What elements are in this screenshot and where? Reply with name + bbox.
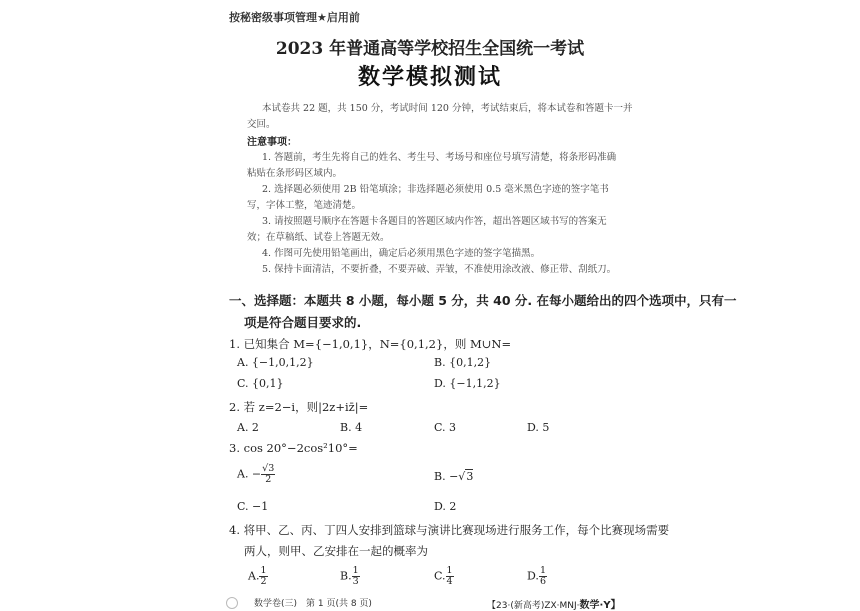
secret-level-label: 按秘密级事项管理★启用前: [229, 11, 360, 24]
fraction: [261, 464, 275, 485]
fraction: [446, 566, 454, 587]
option-label: B.: [340, 569, 352, 583]
fraction-denominator: 2: [260, 576, 267, 587]
footer-brand: 数学·Y】: [579, 600, 621, 611]
sqrt-radicand: 3: [466, 470, 474, 483]
question-2-option-c: C. 3: [434, 421, 457, 434]
question-4-stem-line-1: 4. 将甲、乙、丙、丁四人安排到篮球与演讲比赛现场进行服务工作，每个比赛现场需要: [229, 523, 670, 537]
paper-title: 数学模拟测试: [357, 64, 502, 90]
question-1-option-b: B. {0,1,2}: [434, 356, 492, 369]
notes-heading: 注意事项：: [247, 137, 297, 148]
footer-code-text: 【23·(新高考)ZX·MNJ·: [487, 601, 580, 611]
note-line: 2. 选择题必须使用 2B 铅笔填涂；非选择题必须使用 0.5 毫米黑色字迹的签字笔书: [262, 184, 609, 195]
section-heading-line-1: 一、选择题：本题共 8 小题，每小题 5 分，共 40 分. 在每小题给出的四个选项中，只有一: [229, 293, 737, 308]
note-line: 1. 答题前，考生先将自己的姓名、考生号、考场号和座位号填写清楚，将条形码准确: [262, 152, 617, 163]
question-4-option-a: [248, 566, 268, 587]
note-line: 粘贴在条形码区域内。: [247, 168, 343, 179]
fraction-numerator: 1: [260, 565, 267, 576]
question-4-option-d: [527, 566, 547, 587]
question-1-option-d: D. {−1,1,2}: [434, 377, 501, 390]
fraction-numerator: √3: [262, 463, 275, 474]
note-line: 3. 请按照题号顺序在答题卡各题目的答题区域内作答，超出答题区域书写的答案无: [262, 216, 607, 227]
option-label: A. −: [237, 467, 262, 481]
option-label: C.: [434, 569, 446, 583]
option-label: B. −: [434, 470, 459, 483]
fraction-denominator: 3: [352, 576, 359, 587]
fraction-numerator: 1: [446, 565, 453, 576]
option-label: A.: [248, 569, 260, 583]
note-line: 写，字体工整，笔迹清楚。: [247, 200, 362, 211]
fraction-denominator: 6: [539, 576, 546, 587]
exam-title: 2023 年普通高等学校招生全国统一考试: [275, 39, 585, 59]
question-1-option-c: C. {0,1}: [237, 377, 284, 390]
sqrt-symbol: √: [458, 470, 466, 483]
note-line: 4. 作图可先使用铅笔画出，确定后必须用黑色字迹的签字笔描黑。: [262, 248, 541, 259]
fraction: [352, 566, 360, 587]
question-3-option-d: D. 2: [434, 500, 457, 513]
question-2-option-d: D. 5: [527, 421, 550, 434]
question-4-stem-line-2: 两人，则甲、乙安排在一起的概率为: [244, 544, 428, 558]
note-line: 效；在草稿纸、试卷上答题无效。: [247, 232, 390, 243]
note-line: 5. 保持卡面清洁，不要折叠，不要弄破、弄皱，不准使用涂改液、修正带、刮纸刀。: [262, 264, 617, 275]
question-4-option-b: [340, 566, 360, 587]
intro-line-2: 交回。: [247, 119, 276, 130]
question-2-option-b: B. 4: [340, 421, 363, 434]
binding-hole-icon: [226, 597, 238, 609]
question-1-stem: 1. 已知集合 M={−1,0,1}，N={0,1,2}，则 M∪N=: [229, 337, 512, 351]
question-3-option-a: [237, 464, 275, 485]
question-2-option-a: A. 2: [237, 421, 259, 434]
question-3-option-c: C. −1: [237, 500, 269, 513]
option-label: D.: [527, 569, 539, 583]
intro-line-1: 本试卷共 22 题，共 150 分，考试时间 120 分钟，考试结束后，将本试卷和答题卡一并: [262, 103, 633, 114]
question-3-stem: 3. cos 20°−2cos²10°=: [229, 441, 358, 455]
fraction-denominator: 2: [265, 474, 272, 485]
question-1-option-a: A. {−1,0,1,2}: [237, 356, 314, 369]
fraction-numerator: 1: [352, 565, 359, 576]
fraction: [539, 566, 547, 587]
question-2-stem: 2. 若 z=2−i，则|2z+iz̄|=: [229, 400, 369, 414]
question-4-option-c: [434, 566, 454, 587]
question-3-option-b: [434, 470, 473, 483]
fraction-numerator: 1: [539, 565, 546, 576]
fraction-denominator: 4: [446, 576, 453, 587]
fraction: [259, 566, 267, 587]
footer-page-info: 数学卷(三) 第 1 页(共 8 页): [254, 599, 372, 609]
section-heading-line-2: 项是符合题目要求的.: [244, 315, 362, 330]
